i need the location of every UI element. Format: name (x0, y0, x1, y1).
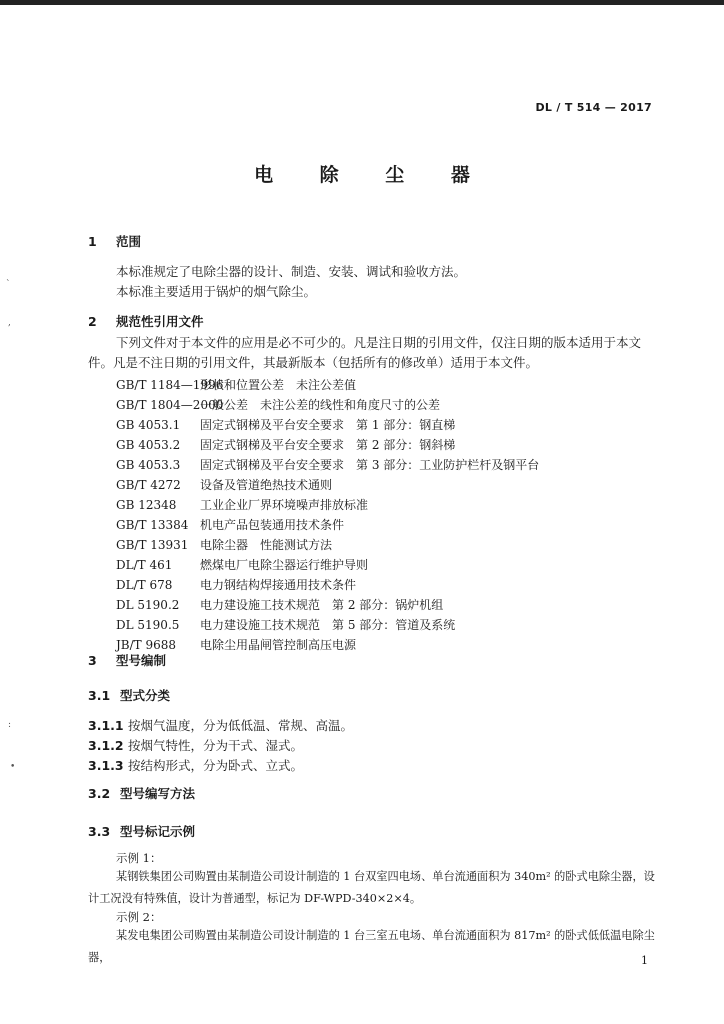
reference-title: 固定式钢梯及平台安全要求 第 2 部分：钢斜梯 (200, 438, 456, 452)
reference-code: DL/T 678 (116, 578, 173, 592)
clause-number: 3.1.3 (88, 758, 124, 773)
reference-title: 设备及管道绝热技术通则 (200, 478, 333, 492)
scan-speck: : (8, 720, 12, 730)
reference-code: GB/T 4272 (116, 478, 181, 492)
scan-top-border (0, 0, 724, 5)
reference-title: 机电产品包装通用技术条件 (200, 518, 345, 532)
reference-title: 一般公差 未注公差的线性和角度尺寸的公差 (200, 398, 441, 412)
section-3-heading (88, 651, 166, 669)
section-number: 1 (88, 234, 97, 249)
section-title: 规范性引用文件 (116, 314, 204, 329)
reference-title: 固定式钢梯及平台安全要求 第 3 部分：工业防护栏杆及钢平台 (200, 458, 540, 472)
reference-code: JB/T 9688 (116, 638, 177, 652)
clause-item (88, 716, 353, 734)
reference-title: 电力钢结构焊接通用技术条件 (200, 578, 357, 592)
reference-code: GB 4053.2 (116, 438, 181, 452)
section-title: 型式分类 (120, 688, 171, 703)
example-2-label: 示例 2： (116, 910, 162, 924)
reference-item (116, 516, 344, 533)
clause-item (88, 736, 303, 754)
reference-item (116, 536, 332, 553)
example-2-text: 某发电集团公司购置由某制造公司设计制造的 1 台三室五电场、单台流通面积为 817m² 的卧式低低温电除尘器， (88, 929, 655, 964)
scan-speck: • (10, 762, 16, 772)
section-title: 型号标记示例 (120, 824, 196, 839)
page-title: 电 除 尘 器 (254, 164, 490, 186)
section-3-2-heading (88, 784, 195, 802)
scan-speck: ` (6, 280, 11, 290)
reference-title: 燃煤电厂电除尘器运行维护导则 (200, 558, 369, 572)
section-number: 3.2 (88, 786, 111, 801)
reference-code: GB/T 1804—2000 (116, 398, 224, 412)
clause-text: 按结构形式，分为卧式、立式。 (128, 758, 304, 773)
section-2-intro: 下列文件对于本文件的应用是必不可少的。凡是注日期的引用文件，仅注日期的版本适用于本文件。凡是不注日期的引用文件，其最新版本（包括所有的修改单）适用于本文件。 (88, 335, 642, 370)
reference-title: 工业企业厂界环境噪声排放标准 (200, 498, 369, 512)
reference-title: 固定式钢梯及平台安全要求 第 1 部分：钢直梯 (200, 418, 456, 432)
section-number: 3 (88, 653, 97, 668)
reference-code: GB 4053.1 (116, 418, 181, 432)
example-1-label: 示例 1： (116, 851, 162, 865)
reference-item (116, 416, 455, 433)
scan-speck: , (8, 318, 11, 328)
reference-item (116, 596, 443, 613)
section-number: 3.3 (88, 824, 111, 839)
reference-item (116, 476, 332, 493)
clause-text: 按烟气温度，分为低低温、常规、高温。 (128, 718, 354, 733)
reference-item (116, 576, 356, 593)
reference-title: 电力建设施工技术规范 第 2 部分：锅炉机组 (200, 598, 444, 612)
section-3-3-heading (88, 822, 195, 840)
section-3-1-heading (88, 686, 170, 704)
section-title: 型号编写方法 (120, 786, 196, 801)
section-number: 2 (88, 314, 97, 329)
reference-title: 电除尘器 性能测试方法 (200, 538, 333, 552)
reference-item (116, 556, 368, 573)
section-title: 范围 (116, 234, 142, 249)
reference-item (116, 376, 356, 393)
section-2-heading (88, 312, 204, 330)
reference-title: 电除尘用晶闸管控制高压电源 (200, 638, 357, 652)
clause-number: 3.1.1 (88, 718, 124, 733)
reference-item (116, 456, 539, 473)
reference-code: GB/T 1184—1996 (116, 378, 224, 392)
section-1-line-2: 本标准主要适用于锅炉的烟气除尘。 (116, 284, 317, 299)
reference-item (116, 396, 440, 413)
reference-code: DL 5190.5 (116, 618, 180, 632)
clause-text: 按烟气特性，分为干式、湿式。 (128, 738, 304, 753)
reference-title: 形状和位置公差 未注公差值 (200, 378, 357, 392)
reference-code: DL 5190.2 (116, 598, 180, 612)
reference-item (116, 436, 455, 453)
example-1-text: 某钢铁集团公司购置由某制造公司设计制造的 1 台双室四电场、单台流通面积为 340m² 的卧式电除尘器，设计工况没有特殊值，设计为普通型，标记为 DF-WPD-340×2×4。 (88, 870, 655, 905)
clause-number: 3.1.2 (88, 738, 124, 753)
reference-title: 电力建设施工技术规范 第 5 部分：管道及系统 (200, 618, 456, 632)
standard-number: DL / T 514 — 2017 (535, 101, 652, 114)
reference-item (116, 616, 455, 633)
section-number: 3.1 (88, 688, 111, 703)
page-number: 1 (641, 954, 648, 967)
reference-item (116, 496, 368, 513)
section-1-line-1: 本标准规定了电除尘器的设计、制造、安装、调试和验收方法。 (116, 264, 467, 279)
reference-code: GB/T 13384 (116, 518, 189, 532)
reference-code: GB 12348 (116, 498, 177, 512)
reference-code: GB/T 13931 (116, 538, 189, 552)
section-1-heading (88, 232, 141, 250)
reference-code: GB 4053.3 (116, 458, 181, 472)
section-title: 型号编制 (116, 653, 167, 668)
clause-item (88, 756, 303, 774)
reference-code: DL/T 461 (116, 558, 173, 572)
